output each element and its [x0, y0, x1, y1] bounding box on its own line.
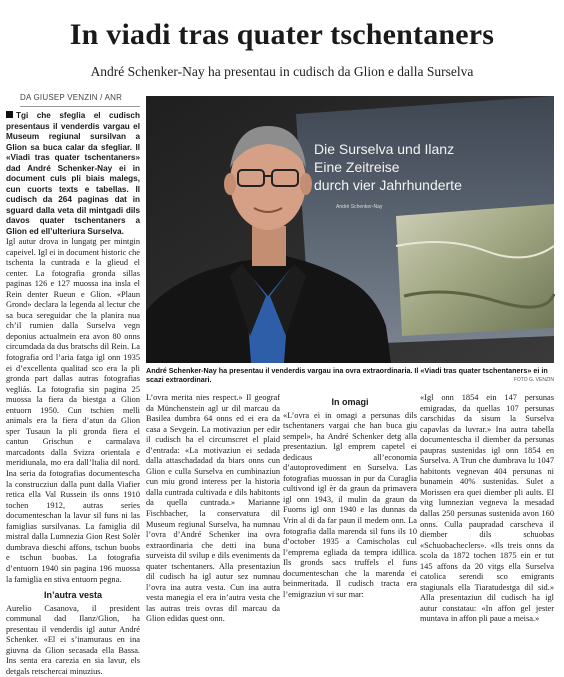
body-text-col2: L’ovra merita nies respect.» Il geograf da Münchenstein agl ur dil marcau da Basilea dumbra 64 onns ed ei era da casa a Sevgein. La motivaziun per edir il cudisch ha el circumscret el plaid d’entrada: «La motivaziun ei sedada dalla attaschadadad da biars onns cun Glion e culla Surselva en cumbinaziun cun miu grond interess per la historia dalla cuntrada cultivada e dils habitonts da quella cuntrada.» Marianne Fischbacher, la conservatura dil Museum regiunal Surselva, ha numnau l’ovra d’André Schenker ina ovra extraordinaria che detti ina buna surveista dil svilup e dils eveniments da quater tschentaners. Alla presentaziun dil cudisch ha igl autur sez numnau l’ovra ina autra vesta. Cun ina autra vesta manegia el era in’autra vesta che las autras treis ovras dil marcau da Glion edidas quest onn. [146, 393, 280, 624]
column-4 [420, 393, 554, 624]
book-author: André Schenker-Nay [336, 204, 383, 210]
left-column [6, 111, 140, 676]
column-2 [146, 393, 280, 624]
byline-rule [20, 106, 140, 107]
section-heading-1: In’autra vesta [43, 590, 103, 601]
book-title-line1: Die Surselva und Ilanz [314, 141, 455, 157]
headline: In viadi tras quater tschentaners [69, 18, 495, 51]
section-heading-2: In omagi [331, 397, 369, 407]
body-text-col1: Igl autur drova in lungatg per mintgin capeivel. Igl ei in document historic che tschenta la cuntrada e la glieud el center. La fotografia gronda sillas paginas 126 e 127 muossa ina insla el Rein denter Rueun e Glion. «Plaun Grond» declara la legenda al lectur che sa buca sereguidar che la planira nua ch’il rumien dalla Surselva vegn deponius actualmein era avon 80 onns circumdada da dus bratschs dil Rein. La fotografia ord l’aria fatga igl onn 1935 ei d’excellenta qualitad sco era la pli gronda part dallas autras fotografias vegliás. La fotografia sin pagina 25 muossa la fiera da biestga a Glion entuorn 1950. Cun tschien melli animals era la fiera d’atun da Glion sper Tusaun la pli gronda fiera el cantun Grischun e carmalava marcadonts dalla Svizra orientala e meridiunala, mo era dall’Italia dil nord. Ina seria da fotografias documentescha la construcziun dalla punt dalla Viafier retica ella Val Russein ils onns 1910 tochen 1912, autras series documenteschan la lavur sil funs ni las famiglias sursilvanas. La famiglia dil mistral dalla Lumnezia Gion Rest Solèr dumbrava dieschi affons, tschun buobs e tschun buobas. La fotografia d’entuorn 1940 sin pagina 196 muossa la famiglia en stiva entuorn pegna. [6, 237, 140, 584]
subheadline: André Schenker-Nay ha presentau in cudisch da Glion e dalla Surselva [90, 64, 474, 79]
photo-credit: FOTO G. VENZIN [513, 377, 554, 383]
column-3 [283, 393, 417, 600]
byline: DA GIUSEP VENZIN / ANR [20, 93, 123, 102]
book-title-line3: durch vier Jahrhunderte [314, 177, 462, 193]
article-photo [146, 96, 554, 363]
photo-caption: André Schenker-Nay ha presentau il venderdis vargau ina ovra extraordinaria. Il «Viadi tras quater tschentaners» ei in scazi extraordinari. [146, 366, 548, 384]
lead-text: Tgi che sfeglia el cudisch presentaus il venderdis vargau el Museum regiunal sursilvan a Glion sa buca calar da sfegliar. Il «Viadi tras quater tschentaners» dad André Schenker-Nay ei in document culs pli biais malegs, cun cuorts texts e tabellas. Il cudisch da 264 paginas dat in sguard dalla veta dil mintgadi dils davos quater tschentaners a Glion ed ell’ulteriura Surselva. [6, 111, 140, 236]
body-text-col4: «Igl onn 1854 ein 147 persunas emigradas, da quellas 107 persunas carschidas da sisum la Surselva capavlas da luvrar.» Ina autra tabella documentescha il diember da persunas paupras sustenidas igl onn 1854 en Surselva. A Trun che dumbrava lu 1047 habitonts vegnevan 404 persunas ni bunamein 40% sustenidas. Sulet a Morissen era quei diember pli aults. El vitg lumnezian vegneva la mesadad dallas 250 persunas sustenida avon 160 onns. Culla paupradad carscheva il diember dils schuobas «Schuobacheclers». «Ils treis onns da scola da 1872 tochen 1875 ein er tut 145 affons da 20 vitgs ella Surselva catolica serendi sco emigrants stagiunals ella Tiaratudestga dil sid.» Alla presentaziun dil cudisch ha igl autur constatau: «In affon gel jester muntava in affon pli paue a meisa.» [420, 393, 554, 624]
body-text-col3: «L’ovra ei in omagi a persunas dils tschentaners vargai che han buca giu sempel», ha André Schenker detg alla presentaziun. Igl emprem capetel ei dedicaus all’economia d’autoprovediment en Surselva. Las fotografias muossan in pur da Curaglia cultivond igl èr da graun da primavera igl onn 1943, il mulin da graun da Fuorns igl onn 1940 e las dunnas da Vrin al di da far paun il medem onn. La fotografia dalla marenda sil funs ils 10 d’october 1935 a Camischolas cul l’emprema egliada da tempra idillica. Ils gronds sacs truffels el funs documenteschan che la marenda ei beinmeritada. Il cudisch tracta era l’emigraziun vi sur mar: [283, 410, 417, 599]
lead-paragraph [6, 111, 140, 237]
lead-square-icon [6, 111, 13, 118]
book-title-line2: Eine Zeitreise [314, 159, 400, 175]
body-text-col1-after: Aurelio Casanova, il president communal dad Ilanz/Glion, ha presentau il venderdis igl autur André Schenker. «El ei s’inamuraus en ina giuvna da Glion secasada ella Bassa. Ins senta era carezia en sia lavur, els detgals retschercai minuzius. [6, 603, 140, 676]
